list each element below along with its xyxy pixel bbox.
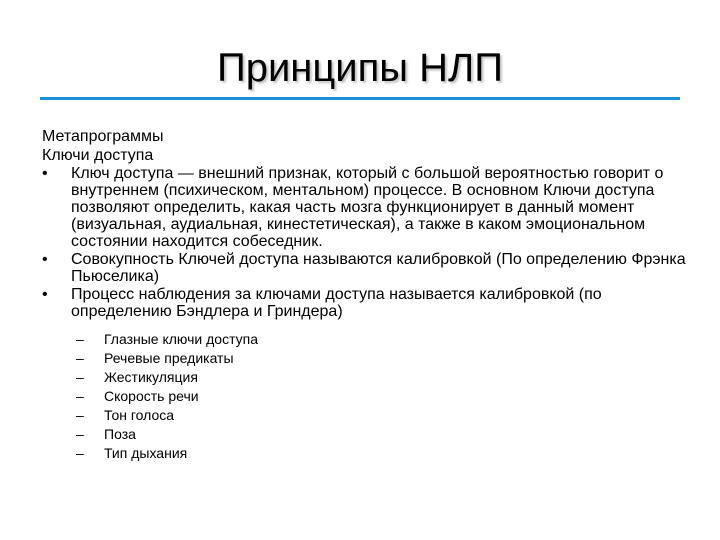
sub-item-text: Скорость речи [104, 388, 199, 404]
bullet-item [42, 251, 692, 285]
bullet-dot: • [42, 286, 48, 303]
sub-list-item [42, 387, 692, 406]
sub-item-text: Поза [104, 426, 136, 442]
bullet-list [42, 165, 692, 320]
sub-list-item [42, 406, 692, 425]
sub-list-item [42, 330, 692, 349]
sub-item-text: Тип дыхания [104, 445, 188, 461]
dash-marker: – [76, 426, 84, 442]
sub-item-text: Тон голоса [104, 407, 175, 423]
sub-list-item [42, 444, 692, 463]
sub-item-text: Речевые предикаты [104, 350, 234, 366]
bullet-dot: • [42, 165, 48, 182]
bullet-item [42, 165, 692, 250]
dash-marker: – [76, 388, 84, 404]
heading-metaprograms: Метапрограммы [42, 128, 164, 145]
bullet-text: Ключ доступа — внешний признак, который с большой вероятностью говорит о внутреннем (психическом, ментальном) процессе. В основном Ключи доступа позволяют определить, какая часть мозга функционирует в данный момент (визуальная, аудиальная, кинестетическая), а также в каком эмоциональном состоянии находится собеседник. [71, 165, 664, 250]
sub-list-item [42, 368, 692, 387]
sub-bullet-list [42, 330, 692, 463]
dash-marker: – [76, 331, 84, 347]
sub-list-item [42, 425, 692, 444]
bullet-text: Процесс наблюдения за ключами доступа называется калибровкой (по определению Бэндлера и Гриндера) [71, 286, 602, 320]
title-underline [40, 97, 680, 100]
sub-item-text: Жестикуляция [104, 369, 198, 385]
slide-content [42, 127, 692, 463]
dash-marker: – [76, 350, 84, 366]
bullet-item [42, 286, 692, 320]
heading-access-keys: Ключи доступа [42, 147, 154, 164]
bullet-text: Совокупность Ключей доступа называются калибровкой (По определению Фрэнка Пьюселика) [71, 251, 686, 285]
dash-marker: – [76, 369, 84, 385]
bullet-dot: • [42, 251, 48, 268]
slide-title: Принципы НЛП [216, 46, 504, 90]
sub-list-item [42, 349, 692, 368]
sub-item-text: Глазные ключи доступа [104, 331, 259, 347]
dash-marker: – [76, 407, 84, 423]
dash-marker: – [76, 445, 84, 461]
